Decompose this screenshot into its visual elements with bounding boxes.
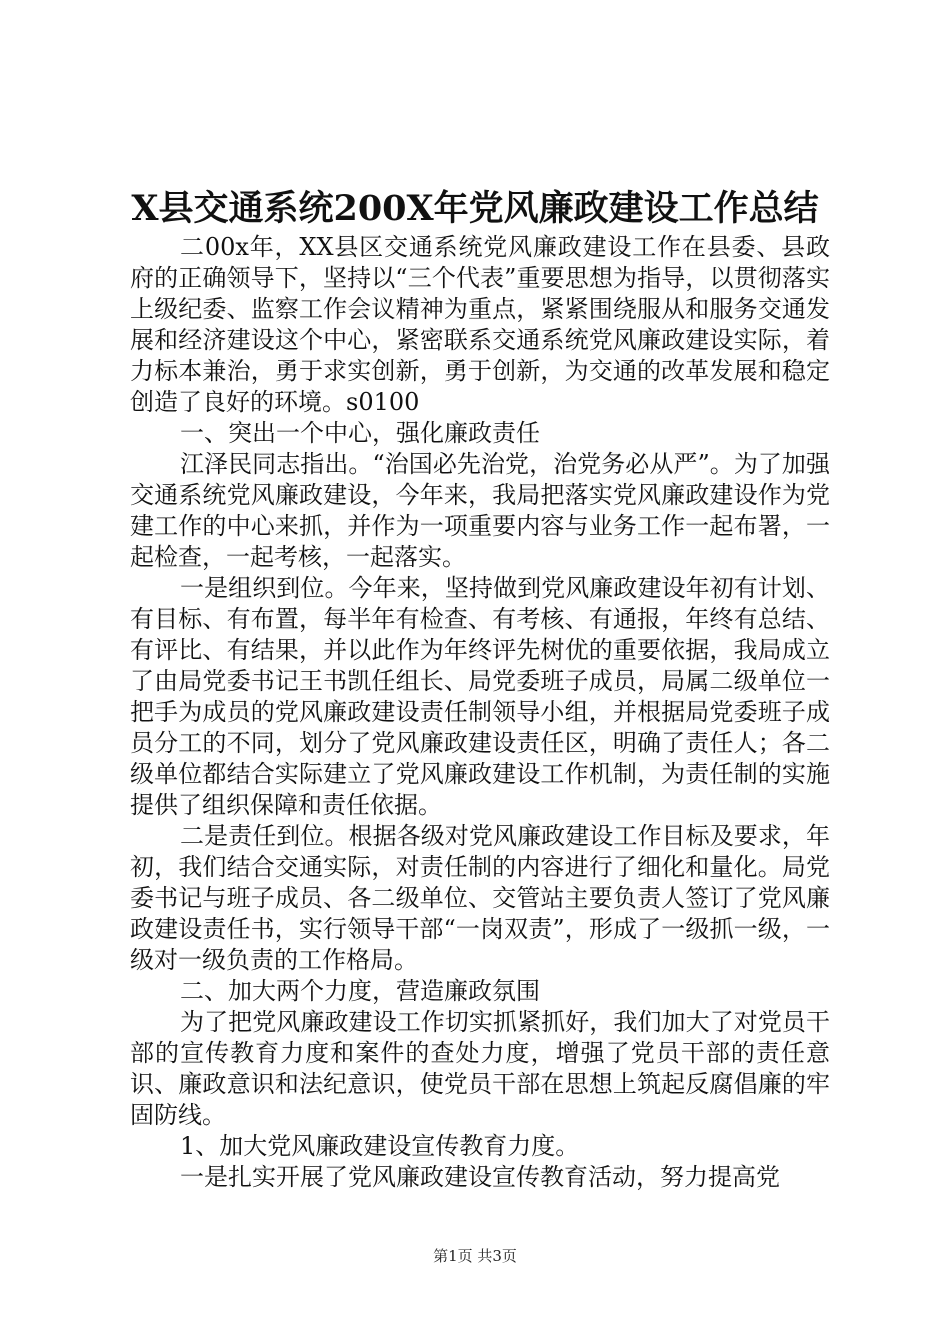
section-heading-1: 一、突出一个中心，强化廉政责任 [180,419,540,447]
body-paragraph: 一是组织到位。今年来，坚持做到党风廉政建设年初有计划、有目标、有布置，每半年有检查、有考核、有通报，年终有总结、有评比、有结果，并以此作为年终评先树优的重要依据，我局成立了由局党委书记王书凯任组长、局党委班子成员，局属二级单位一把手为成员的党风廉政建设责任制领导小组，并根据局党委班子成员分工的不同，划分了党风廉政建设责任区，明确了责任人；各二级单位都结合实际建立了党风廉政建设工作机制，为责任制的实施提供了组织保障和责任依据。 [130,574,830,819]
intro-paragraph: 二00x年，XX县区交通系统党风廉政建设工作在县委、县政府的正确领导下，坚持以“三个代表”重要思想为指导，以贯彻落实上级纪委、监察工作会议精神为重点，紧紧围绕服从和服务交通发展和经济建设这个中心，紧密联系交通系统党风廉政建设实际，着力标本兼治，勇于求实创新，勇于创新，为交通的改革发展和稳定创造了良好的环境。s0100 [130,233,830,416]
body-paragraph: 江泽民同志指出。“治国必先治党，治党务必从严”。为了加强交通系统党风廉政建设，今年来，我局把落实党风廉政建设作为党建工作的中心来抓，并作为一项重要内容与业务工作一起布署，一起检查，一起考核，一起落实。 [130,450,830,571]
section-heading-2: 二、加大两个力度，营造廉政氛围 [180,977,540,1005]
body-paragraph: 一是扎实开展了党风廉政建设宣传教育活动，努力提高党 [180,1163,780,1191]
document-body [130,232,830,1193]
body-paragraph: 二是责任到位。根据各级对党风廉政建设工作目标及要求，年初，我们结合交通实际，对责任制的内容进行了细化和量化。局党委书记与班子成员、各二级单位、交管站主要负责人签订了党风廉政建设责任书，实行领导干部“一岗双责”，形成了一级抓一级，一级对一级负责的工作格局。 [130,822,830,974]
document-title: X县交通系统200X年党风廉政建设工作总结 [131,188,819,229]
page-footer: 第1页 共3页 [433,1247,517,1265]
subsection-heading: 1、加大党风廉政建设宣传教育力度。 [180,1132,580,1160]
body-paragraph: 为了把党风廉政建设工作切实抓紧抓好，我们加大了对党员干部的宣传教育力度和案件的查处力度，增强了党员干部的责任意识、廉政意识和法纪意识，使党员干部在思想上筑起反腐倡廉的牢固防线。 [130,1008,830,1129]
